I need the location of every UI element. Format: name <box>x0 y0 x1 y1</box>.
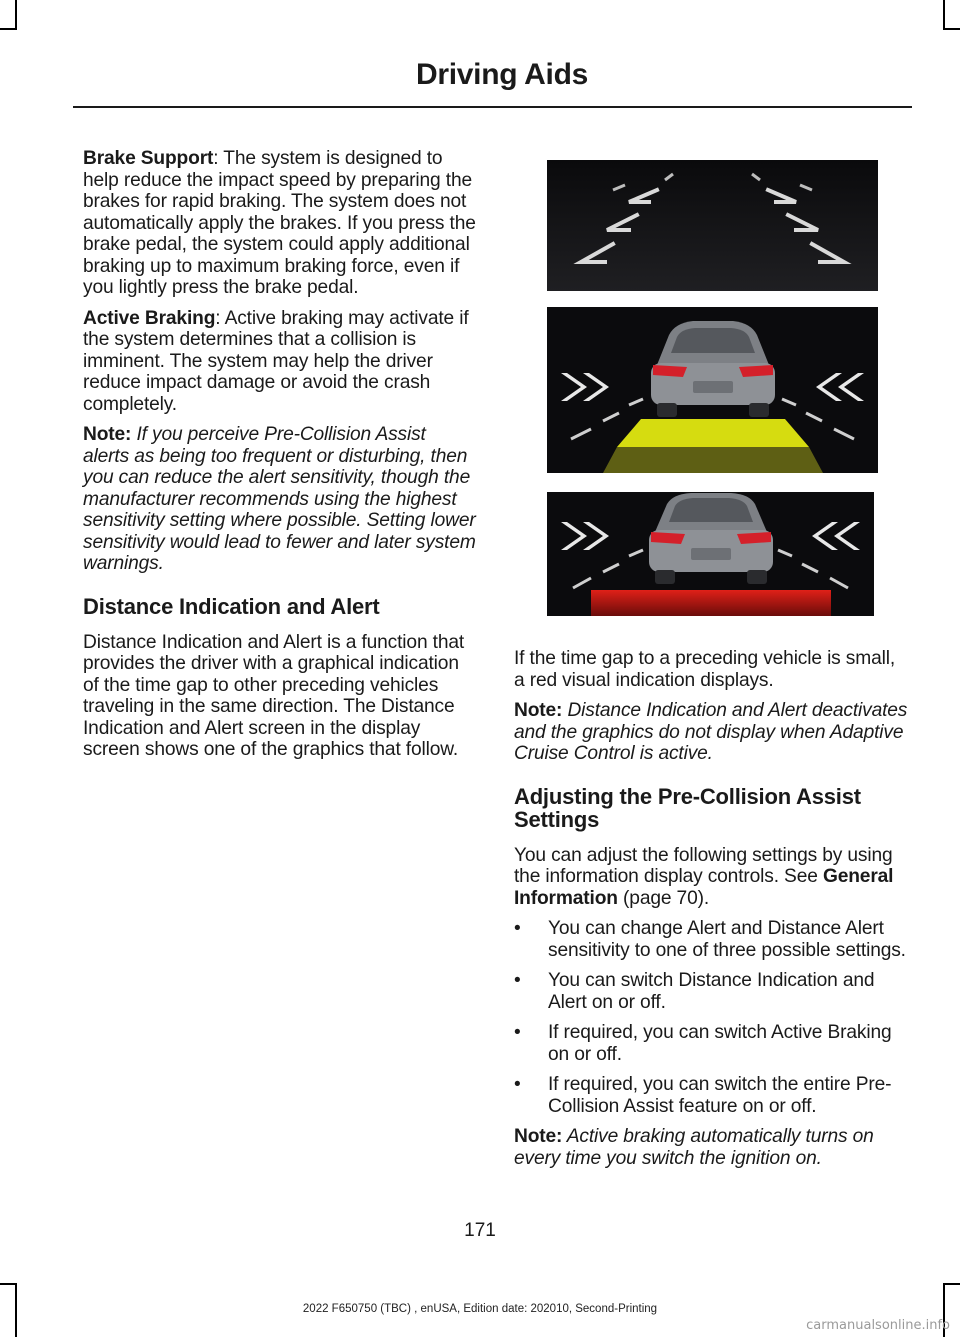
note-text: If you perceive Pre-Collision Assist alerts as being too frequent or disturbing, then you can reduce the alert sensitivity, though the manufacturer recommends using the highest sensitivity setting where possible. Setting lower sensitivity would lead to fewer and later system warnings. <box>83 424 476 574</box>
active-braking-text: : Active braking may activate if the system determines that a collision is imminent. The system may help the driver reduce impact damage or avoid the crash completely. <box>83 307 469 415</box>
illustration-empty-lane <box>547 160 878 291</box>
note-sensitivity <box>83 424 476 575</box>
car-icon <box>649 493 773 584</box>
crop-mark-top-left-v <box>15 0 17 30</box>
crop-mark-top-right-h <box>943 28 960 30</box>
list-item: • You can switch Distance Indication and Alert on or off. <box>514 970 875 1013</box>
list-item: • If required, you can switch Active Braking on or off. <box>514 1022 892 1065</box>
illustration-car-red-alert <box>547 492 874 616</box>
footer-edition: 2022 F650750 (TBC) , enUSA, Edition date: 202010, Second-Printing <box>302 1303 658 1315</box>
brake-support-paragraph <box>83 148 476 299</box>
header-rule <box>73 106 912 108</box>
red-alert-zone <box>591 590 831 616</box>
yellow-warning-zone <box>617 419 809 447</box>
note-acc <box>514 700 908 765</box>
illustration-car-yellow-warning <box>547 307 878 473</box>
brake-support-term: Brake Support <box>83 148 214 169</box>
watermark: carmanualsonline.info <box>806 1318 950 1333</box>
distance-indication-paragraph: Distance Indication and Alert is a function that provides the driver with a graphical indication of the time gap to other preceding vehicles traveling in the same direction. The Distance Indication and Alert screen in the display screen shows one of the graphics that follow. <box>83 631 465 760</box>
crop-mark-bottom-left-h <box>0 1283 17 1285</box>
section-heading-distance-indication: Distance Indication and Alert <box>83 593 380 619</box>
note-text: Active braking automatically turns on every time you switch the ignition on. <box>514 1126 874 1169</box>
page-number: 171 <box>464 1220 496 1241</box>
list-item: • You can change Alert and Distance Alert sensitivity to one of three possible settings. <box>514 918 906 961</box>
settings-intro-paragraph: You can adjust the following settings by using the information display controls. See General Information (page 70). <box>514 844 894 909</box>
settings-bullet-list <box>514 918 908 1117</box>
crop-mark-bottom-right-h <box>943 1283 960 1285</box>
crop-mark-top-right-v <box>943 0 945 30</box>
note-label: Note: <box>83 424 132 445</box>
general-information-link[interactable]: General Information <box>514 866 894 909</box>
note-label: Note: <box>514 1126 563 1147</box>
note-active-braking <box>514 1126 908 1169</box>
red-indication-paragraph: If the time gap to a preceding vehicle is small, a red visual indication displays. <box>514 648 896 691</box>
car-icon <box>651 321 775 417</box>
note-text: Distance Indication and Alert deactivates and the graphics do not display when Adaptive Cruise Control is active. <box>514 700 908 764</box>
active-braking-term: Active Braking <box>83 307 216 329</box>
active-braking-paragraph <box>83 308 476 416</box>
left-column <box>83 148 476 770</box>
section-heading-adjusting-settings: Adjusting the Pre-Collision Assist Settings <box>514 783 861 832</box>
right-column <box>514 648 908 1178</box>
brake-support-text: : The system is designed to help reduce the impact speed by preparing the brakes for rapid braking. The system does not automatically apply the brakes. If you press the brake pedal, the system could apply additional braking up to maximum braking force, even if you lightly press the brake pedal. <box>83 148 476 298</box>
list-item: • If required, you can switch the entire Pre-Collision Assist feature on or off. <box>514 1074 892 1117</box>
note-label: Note: <box>514 700 563 721</box>
crop-mark-top-left-h <box>0 28 17 30</box>
page-title: Driving Aids <box>416 58 588 91</box>
